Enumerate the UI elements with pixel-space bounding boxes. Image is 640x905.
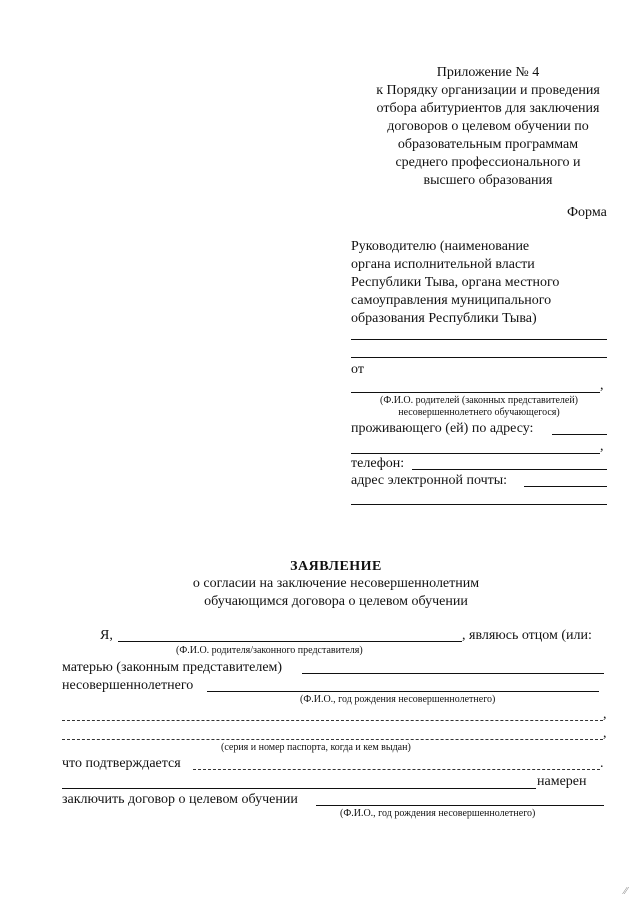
parent-hint: (Ф.И.О. родителя/законного представителя)	[176, 645, 363, 656]
ya-label: Я,	[100, 628, 113, 643]
corner-mark: ⁄⁄	[624, 886, 628, 897]
from-fio-line[interactable]	[351, 392, 600, 393]
appendix-line: образовательным программам	[397, 137, 579, 152]
passport-hint: (серия и номер паспорта, когда и кем выдан)	[221, 742, 411, 753]
passport-line-1[interactable]	[62, 720, 603, 721]
addressee-block	[351, 238, 559, 328]
comma: ,	[600, 439, 604, 454]
mother-line[interactable]	[302, 673, 604, 674]
document-title: ЗАЯВЛЕНИЕ	[290, 559, 382, 574]
hint-line: несовершеннолетнего обучающегося)	[398, 407, 560, 418]
contract-line[interactable]	[316, 805, 604, 806]
document-subtitle-2: обучающимся договора о целевом обучении	[204, 594, 468, 609]
passport-line-2[interactable]	[62, 739, 603, 740]
parent-fio-line[interactable]	[118, 641, 462, 642]
addressee-line: Руководителю (наименование	[351, 239, 530, 254]
intends-text: намерен	[537, 774, 587, 789]
appendix-line: отбора абитуриентов для заключения	[376, 101, 600, 116]
phone-line[interactable]	[412, 469, 607, 470]
intends-line[interactable]	[62, 788, 536, 789]
comma: ,	[603, 707, 607, 722]
document-subtitle-1: о согласии на заключение несовершеннолетним	[192, 576, 480, 591]
addressee-blank-line-1[interactable]	[351, 339, 607, 340]
minor-line[interactable]	[207, 691, 599, 692]
addressee-line: образования Республики Тыва)	[351, 311, 537, 326]
father-text: , являюсь отцом (или:	[462, 628, 592, 643]
email-line-1[interactable]	[524, 486, 607, 487]
appendix-block	[360, 64, 616, 190]
form-label: Форма	[567, 205, 607, 220]
hint-line: (Ф.И.О. родителей (законных представителей)	[379, 395, 578, 406]
addressee-line: органа исполнительной власти	[351, 257, 535, 272]
from-label: от	[351, 362, 364, 377]
email-line-2[interactable]	[351, 504, 607, 505]
fio-parents-hint	[351, 395, 607, 419]
comma: ,	[603, 726, 607, 741]
appendix-line: Приложение № 4	[436, 65, 540, 80]
comma: ,	[600, 378, 604, 393]
addressee-line: Республики Тыва, органа местного	[351, 275, 560, 290]
contract-label: заключить договор о целевом обучении	[62, 792, 298, 807]
dot: .	[600, 756, 604, 771]
confirm-label: что подтверждается	[62, 756, 181, 771]
phone-label: телефон:	[351, 456, 405, 471]
appendix-line: высшего образования	[423, 173, 553, 188]
appendix-line: к Порядку организации и проведения	[376, 83, 600, 98]
email-label: адрес электронной почты:	[351, 473, 508, 488]
address-label: проживающего (ей) по адресу:	[351, 421, 534, 436]
contract-hint: (Ф.И.О., год рождения несовершеннолетнего)	[340, 808, 536, 819]
confirm-line[interactable]	[193, 769, 600, 770]
appendix-line: договоров о целевом обучении по	[387, 119, 589, 134]
appendix-line: среднего профессионального и	[395, 155, 581, 170]
address-line-1[interactable]	[552, 434, 607, 435]
minor-hint: (Ф.И.О., год рождения несовершеннолетнего)	[300, 694, 496, 705]
minor-label: несовершеннолетнего	[62, 678, 194, 693]
addressee-line: самоуправления муниципального	[351, 293, 552, 308]
address-line-2[interactable]	[351, 453, 600, 454]
mother-text: матерью (законным представителем)	[62, 660, 283, 675]
addressee-blank-line-2[interactable]	[351, 357, 607, 358]
